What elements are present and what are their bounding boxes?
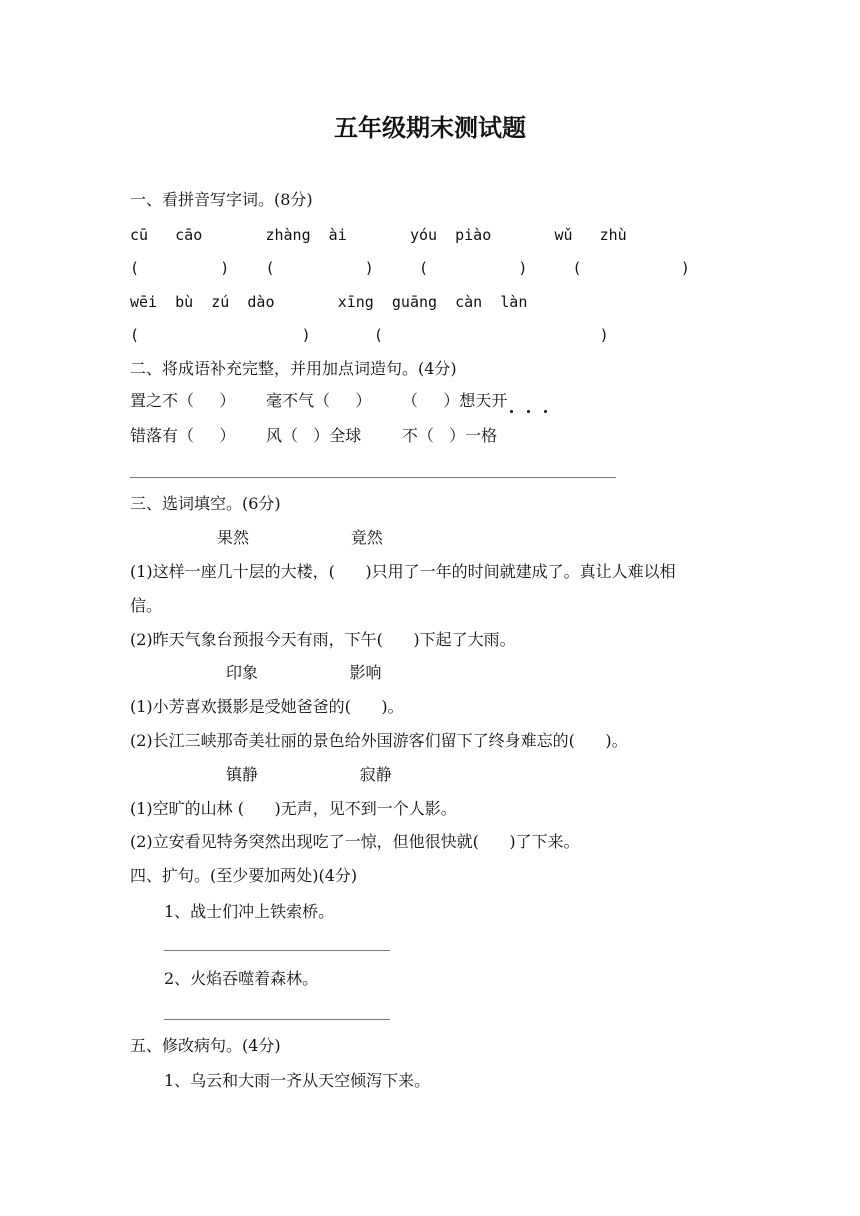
word-pair-2: 印象 影响 [226,663,382,682]
idiom-row-1: 置之不（ ） 毫不气（ ） （ ）想天开 [130,391,508,410]
pinyin-row-2: wēi bù zú dào xīng guāng càn làn [130,293,528,311]
expand-answer-line-2 [164,1019,390,1020]
idiom-row-2: 错落有（ ） 风（ ）全球 不（ ）一格 [130,426,498,445]
question-text: (2)昨天气象台预报今天有雨，下午( )下起了大雨。 [130,630,516,649]
page-title: 五年级期末测试题 [334,113,526,142]
expand-answer-line-1 [164,950,390,951]
section-4-heading: 四、扩句。(至少要加两处)(4分) [130,866,358,885]
expand-item-2: 2、火焰吞噬着森林。 [164,969,319,988]
answer-blanks-row-2: ( ) ( ) [130,326,609,344]
section-1-heading: 一、看拼音写字词。(8分) [130,190,313,209]
correction-item-1: 1、乌云和大雨一齐从天空倾泻下来。 [164,1071,431,1090]
section-2-heading: 二、将成语补充完整，并用加点词造句。(4分) [130,359,457,378]
section-5-heading: 五、修改病句。(4分) [130,1036,281,1055]
emphasis-dot [544,410,547,413]
sentence-answer-line [130,477,616,478]
expand-item-1: 1、战士们冲上铁索桥。 [164,902,335,921]
question-text: (1)小芳喜欢摄影是受她爸爸的( )。 [130,697,404,716]
emphasis-dot [527,410,530,413]
question-text: (1)空旷的山林 ( )无声，见不到一个人影。 [130,799,457,818]
question-text: (2)长江三峡那奇美壮丽的景色给外国游客们留下了终身难忘的( )。 [130,731,628,750]
question-text-continued: 信。 [130,596,163,615]
answer-blanks-row-1: ( ) ( ) ( ) ( ) [130,259,690,277]
question-text: (1)这样一座几十层的大楼，( )只用了一年的时间就建成了。真让人难以相 [130,562,676,581]
pinyin-row-1: cū cāo zhàng ài yóu piào wǔ zhù [130,226,627,244]
question-text: (2)立安看见特务突然出现吃了一惊，但他很快就( )了下来。 [130,832,580,851]
section-3-heading: 三、选词填空。(6分) [130,494,281,513]
word-pair-3: 镇静 寂静 [226,765,392,784]
emphasis-dot [510,410,513,413]
word-pair-1: 果然 竟然 [217,528,383,547]
